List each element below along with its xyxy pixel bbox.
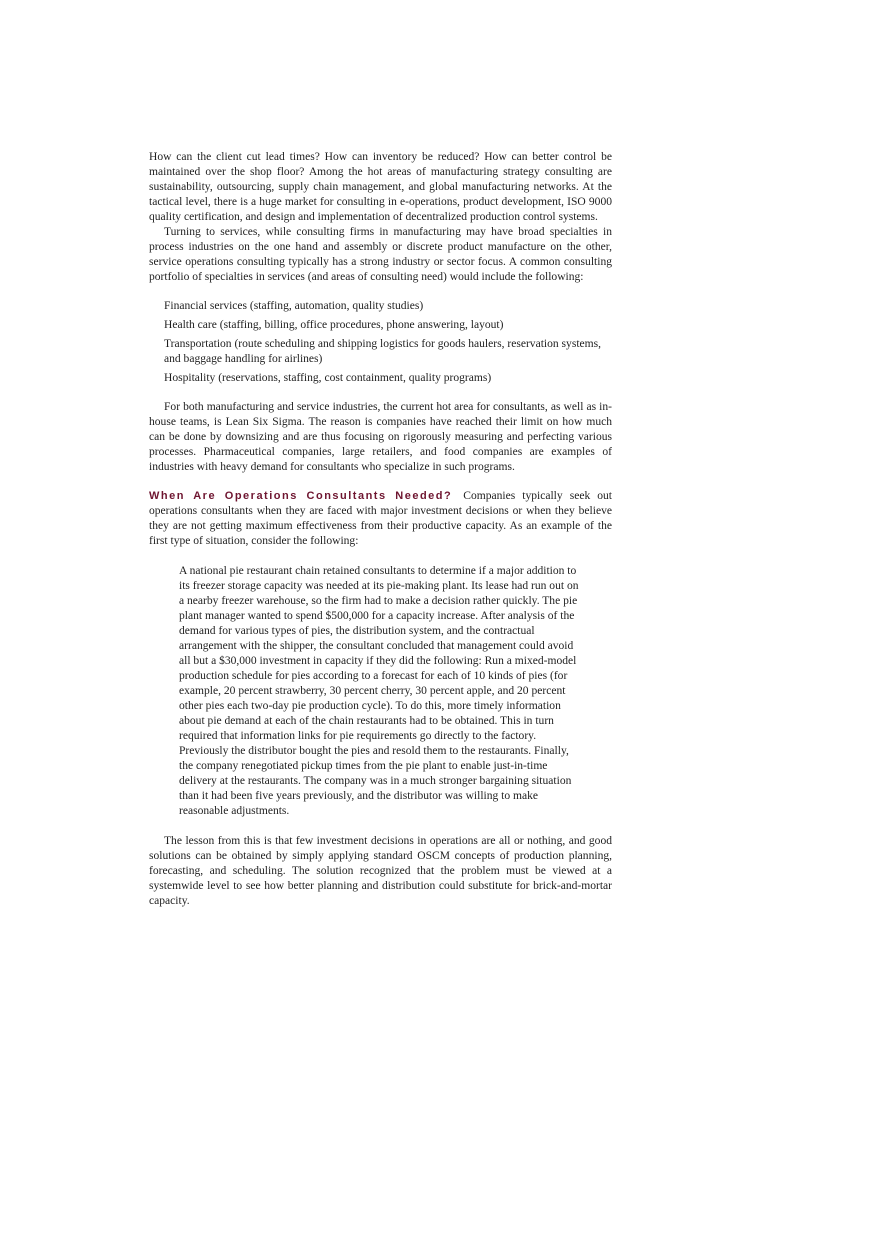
services-paragraph: Turning to services, while consulting firms in manufacturing may have broad specialties in process industries on the one hand and assembly or discrete product manufacture on the other, service operations consulting typically has a strong industry or sector focus. A common consulting portfolio of specialties in services (and areas of consulting need) would include the following: [149, 226, 612, 283]
specialties-list [149, 299, 612, 386]
list-item [164, 318, 612, 333]
section-paragraph [149, 489, 612, 549]
intro-paragraph: How can the client cut lead times? How can inventory be reduced? How can better control be maintained over the shop floor? Among the hot areas of manufacturing strategy consulting are sustainability, outsourcing, supply chain management, and global manufacturing networks. At the tactical level, there is a huge market for consulting in e-operations, product development, ISO 9000 quality certification, and design and implementation of decentralized production control systems. [149, 151, 612, 223]
list-item [164, 299, 612, 314]
specialty-transportation: Transportation (route scheduling and shipping logistics for goods haulers, reservation systems, and baggage handling for airlines) [164, 338, 602, 365]
lesson-paragraph: The lesson from this is that few investment decisions in operations are all or nothing, and good solutions can be obtained by simply applying standard OSCM concepts of production planning, forecasting, and scheduling. The solution recognized that the problem must be viewed at a systemwide level to see how better planning and distribution could substitute for brick-and-mortar capacity. [149, 835, 612, 907]
specialty-hospitality: Hospitality (reservations, staffing, cost containment, quality programs) [164, 372, 492, 384]
specialty-health-care: Health care (staffing, billing, office procedures, phone answering, layout) [164, 319, 504, 331]
section-body-text: Companies typically seek out operations consultants when they are faced with major investment decisions or when they believe they are not getting maximum effectiveness from their productive capacity. As an example of the first type of situation, consider the following: [149, 490, 612, 547]
example-extract: A national pie restaurant chain retained consultants to determine if a major addition to its freezer storage capacity was needed at its pie-making plant. Its lease had run out on a nearby freezer warehouse, so the firm had to make a decision rather quickly. The pie plant manager wanted to spend $500,000 for a capacity increase. After analysis of the demand for various types of pies, the distribution system, and the contractual arrangement with the shipper, the consultant concluded that management could avoid all but a $30,000 investment in capacity if they did the following: Run a mixed-model production schedule for pies according to a forecast for each of 10 kinds of pies (for example, 20 percent strawberry, 30 percent cherry, 30 percent apple, and 20 percent other pies each two-day pie production cycle). To do this, more timely information about pie demand at each of the chain restaurants had to be obtained. This in turn required that information links for pie requirements go directly to the factory. Previously the distributor bought the pies and resold them to the restaurants. Finally, the company renegotiated pickup times from the pie plant to enable just-in-time delivery at the restaurants. The company was in a much stronger bargaining situation than it had been five years previously, and the distributor was willing to make reasonable adjustments. [179, 565, 579, 817]
list-item [164, 337, 612, 367]
section-heading: When Are Operations Consultants Needed? [149, 490, 453, 502]
lean-six-sigma-paragraph: For both manufacturing and service industries, the current hot area for consultants, as well as in-house teams, is Lean Six Sigma. The reason is companies have reached their limit on how much can be done by downsizing and are thus focusing on rigorously measuring and perfecting various processes. Pharmaceutical companies, large retailers, and food companies are examples of industries with heavy demand for consultants who specialize in such programs. [149, 401, 612, 473]
list-item [164, 371, 612, 386]
text-column [149, 150, 612, 909]
specialty-financial-services: Financial services (staffing, automation, quality studies) [164, 300, 424, 312]
